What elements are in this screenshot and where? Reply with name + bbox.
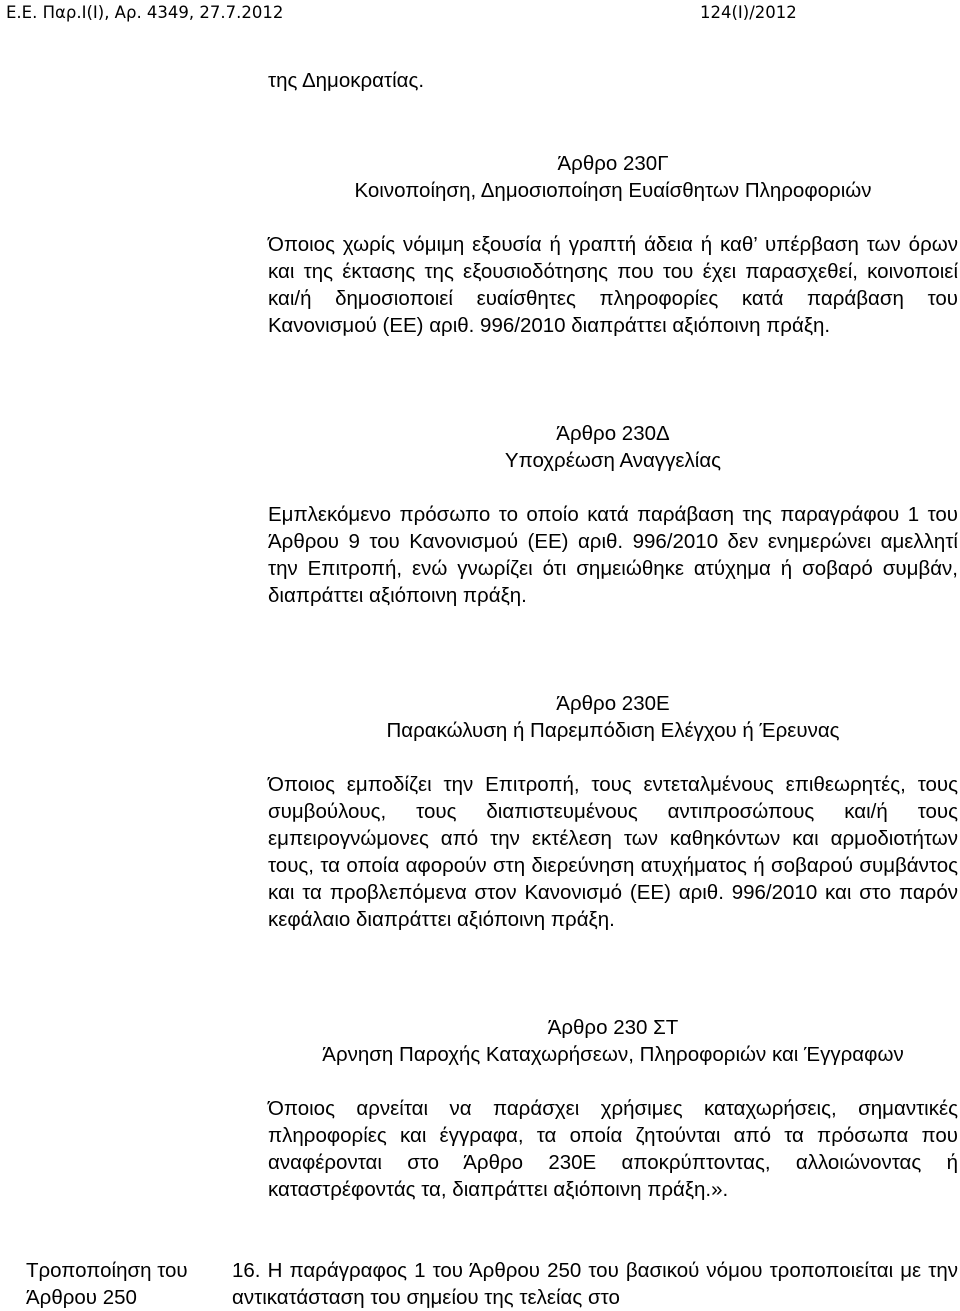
article-number: Άρθρο 230Ε <box>556 692 670 715</box>
article-paragraph: Όποιος εμποδίζει την Επιτροπή, τους εντεταλμένους επιθεωρητές, τους συμβούλους, τους διαπιστευμένους αντιπροσώπους και/ή τους εμπειρογνώμονες από την εκτέλεση των καθηκόντων και αρμοδιοτήτων τους, τα οποία αφορούν στη διερεύνηση ατυχήματος ή σοβαρού συμβάντος και τα προβλεπόμενα στον Κανονισμό (ΕΕ) αριθ. 996/2010 και στο παρόν κεφάλαιο διαπράττει αξιόποινη πράξη. <box>268 773 958 931</box>
article-title: Άρνηση Παροχής Καταχωρήσεων, Πληροφοριών και Έγγραφων <box>322 1043 904 1066</box>
article-230d-body <box>268 501 958 609</box>
article-230c-heading <box>268 150 958 204</box>
article-230c-body <box>268 231 958 339</box>
page-header <box>0 0 960 26</box>
continuation-text <box>268 67 958 94</box>
article-paragraph: Όποιος αρνείται να παράσχει χρήσιμες καταχωρήσεις, σημαντικές πληροφορίες και έγγραφα, τα οποία ζητούνται από τα πρόσωπα που αναφέρονται στο Άρθρο 230Ε αποκρύπτοντας, αλλοιώνοντας ή καταστρέφοντάς τα, διαπράττει αξιόποινη πράξη.». <box>268 1097 958 1201</box>
article-230st-body <box>268 1095 958 1203</box>
article-number: Άρθρο 230Γ <box>557 152 669 175</box>
article-230e-heading <box>268 690 958 744</box>
continuation-line: της Δημοκρατίας. <box>268 69 425 92</box>
margin-note: Τροποποίηση του Άρθρου 250 <box>26 1259 188 1309</box>
article-230e-body <box>268 771 958 933</box>
gazette-reference: Ε.Ε. Παρ.Ι(Ι), Αρ. 4349, 27.7.2012 <box>6 3 284 22</box>
article-title: Κοινοποίηση, Δημοσιοποίηση Ευαίσθητων Πληροφοριών <box>354 179 872 202</box>
article-number: Άρθρο 230 ΣΤ <box>547 1016 679 1039</box>
law-number: 124(Ι)/2012 <box>700 3 797 22</box>
article-title: Παρακώλυση ή Παρεμπόδιση Ελέγχου ή Έρευνας <box>386 719 840 742</box>
amendment-text: 16. Η παράγραφος 1 του Άρθρου 250 του βασικού νόμου τροποποιείται με την αντικατάσταση του σημείου της τελείας στο <box>232 1259 958 1309</box>
article-number: Άρθρο 230Δ <box>556 422 670 445</box>
article-paragraph: Όποιος χωρίς νόμιμη εξουσία ή γραπτή άδεια ή καθ’ υπέρβαση των όρων και της έκτασης της εξουσιοδότησης που του έχει παρασχεθεί, κοινοποιεί και/ή δημοσιοποιεί ευαίσθητες πληροφορίες κατά παράβαση του Κανονισμού (ΕΕ) αριθ. 996/2010 διαπράττει αξιόποινη πράξη. <box>268 233 958 337</box>
article-230d-heading <box>268 420 958 474</box>
article-230st-heading <box>268 1014 958 1068</box>
amendment-paragraph <box>232 1257 958 1311</box>
article-title: Υποχρέωση Αναγγελίας <box>504 449 722 472</box>
article-paragraph: Εμπλεκόμενο πρόσωπο το οποίο κατά παράβαση της παραγράφου 1 του Άρθρου 9 του Κανονισμού (ΕΕ) αριθ. 996/2010 δεν ενημερώνει αμελλητί την Επιτροπή, ενώ γνωρίζει ότι σημειώθηκε ατύχημα ή σοβαρό συμβάν, διαπράττει αξιόποινη πράξη. <box>268 503 958 607</box>
